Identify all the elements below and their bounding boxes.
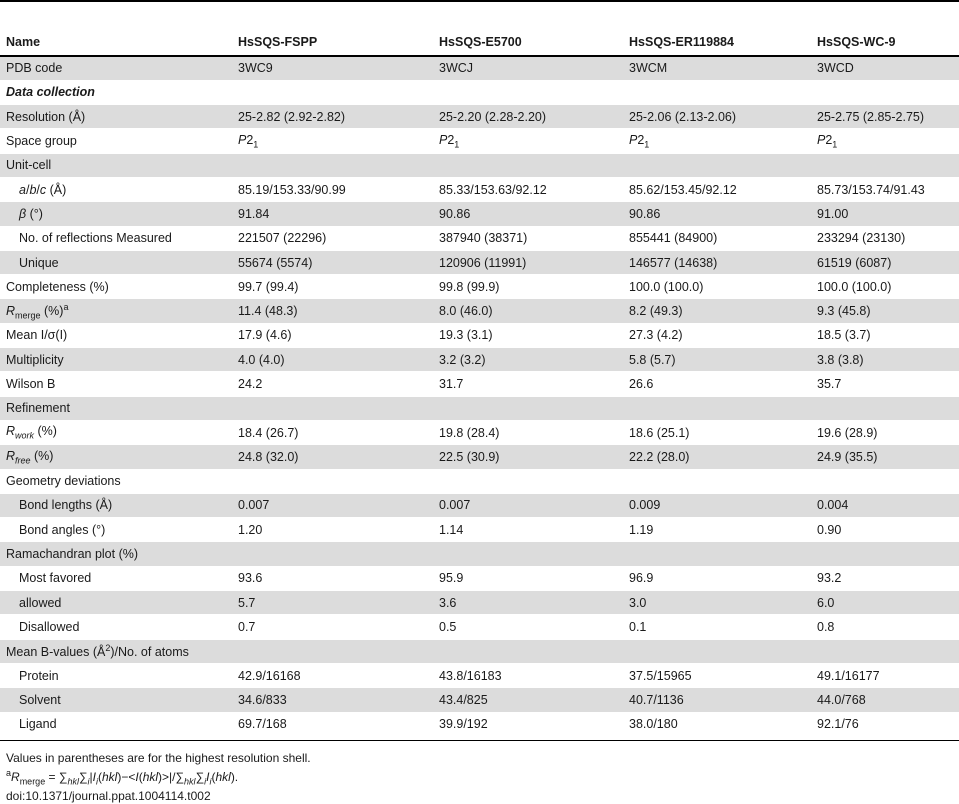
table-row bbox=[0, 105, 959, 129]
table-row bbox=[0, 542, 959, 566]
row-value bbox=[811, 639, 959, 663]
row-value: 387940 (38371) bbox=[433, 226, 623, 250]
row-value: 3.2 (3.2) bbox=[433, 348, 623, 372]
table-row bbox=[0, 712, 959, 736]
row-label: $R_{work}$ (%) bbox=[0, 420, 232, 444]
footnote-doi: doi:10.1371/journal.ppat.1004114.t002 bbox=[6, 789, 211, 804]
row-value bbox=[811, 153, 959, 177]
top-rule bbox=[0, 0, 959, 2]
row-value: 27.3 (4.2) bbox=[623, 323, 811, 347]
row-value bbox=[433, 80, 623, 104]
row-value: 0.8 bbox=[811, 615, 959, 639]
row-value bbox=[433, 153, 623, 177]
row-value: 3WC9 bbox=[232, 56, 433, 80]
row-value bbox=[232, 639, 433, 663]
header-name: Name bbox=[0, 29, 232, 56]
table-row bbox=[0, 348, 959, 372]
table-row bbox=[0, 202, 959, 226]
row-value: 93.6 bbox=[232, 566, 433, 590]
table-row bbox=[0, 420, 959, 444]
row-value: 0.007 bbox=[232, 493, 433, 517]
row-value bbox=[232, 153, 433, 177]
table-row bbox=[0, 688, 959, 712]
table-row bbox=[0, 591, 959, 615]
row-value: 19.3 (3.1) bbox=[433, 323, 623, 347]
row-value: 9.3 (45.8) bbox=[811, 299, 959, 323]
row-value: 24.2 bbox=[232, 372, 433, 396]
row-label: Solvent bbox=[0, 688, 232, 712]
row-label: Protein bbox=[0, 663, 232, 687]
row-label: Wilson B bbox=[0, 372, 232, 396]
header-col-1: HsSQS-FSPP bbox=[232, 29, 433, 56]
row-label: Geometry deviations bbox=[0, 469, 232, 493]
row-value bbox=[433, 396, 623, 420]
header-col-3: HsSQS-ER119884 bbox=[623, 29, 811, 56]
row-label: Completeness (%) bbox=[0, 275, 232, 299]
row-value: 0.009 bbox=[623, 493, 811, 517]
row-value: 42.9/16168 bbox=[232, 663, 433, 687]
bottom-rule bbox=[0, 740, 959, 741]
row-value: 18.5 (3.7) bbox=[811, 323, 959, 347]
row-value: 3WCM bbox=[623, 56, 811, 80]
row-value: 233294 (23130) bbox=[811, 226, 959, 250]
row-value: 85.73/153.74/91.43 bbox=[811, 177, 959, 201]
row-value: 25-2.82 (2.92-2.82) bbox=[232, 105, 433, 129]
row-value: 100.0 (100.0) bbox=[811, 275, 959, 299]
row-value: 40.7/1136 bbox=[623, 688, 811, 712]
row-value: 146577 (14638) bbox=[623, 250, 811, 274]
row-label: Data collection bbox=[0, 80, 232, 104]
table-row bbox=[0, 129, 959, 153]
row-value bbox=[811, 469, 959, 493]
table-row bbox=[0, 396, 959, 420]
row-value: 0.004 bbox=[811, 493, 959, 517]
row-value bbox=[623, 542, 811, 566]
row-label: Multiplicity bbox=[0, 348, 232, 372]
table-row bbox=[0, 445, 959, 469]
table-row bbox=[0, 153, 959, 177]
row-value: 3.6 bbox=[433, 591, 623, 615]
row-value bbox=[623, 639, 811, 663]
row-value: 1.20 bbox=[232, 518, 433, 542]
row-value bbox=[232, 396, 433, 420]
row-value: 5.7 bbox=[232, 591, 433, 615]
header-col-2: HsSQS-E5700 bbox=[433, 29, 623, 56]
row-value: 25-2.20 (2.28-2.20) bbox=[433, 105, 623, 129]
row-label: Resolution (Å) bbox=[0, 105, 232, 129]
row-value: 8.0 (46.0) bbox=[433, 299, 623, 323]
row-value: 85.62/153.45/92.12 bbox=[623, 177, 811, 201]
row-value bbox=[623, 469, 811, 493]
row-value: 99.7 (99.4) bbox=[232, 275, 433, 299]
row-value: 37.5/15965 bbox=[623, 663, 811, 687]
row-label: Space group bbox=[0, 129, 232, 153]
row-value: 61519 (6087) bbox=[811, 250, 959, 274]
row-value: 0.5 bbox=[433, 615, 623, 639]
row-value: 1.19 bbox=[623, 518, 811, 542]
row-value bbox=[623, 396, 811, 420]
row-value bbox=[623, 80, 811, 104]
row-value: $P2_1$ bbox=[811, 129, 959, 153]
row-value: 855441 (84900) bbox=[623, 226, 811, 250]
table-row bbox=[0, 663, 959, 687]
table-row bbox=[0, 615, 959, 639]
row-label: No. of reflections Measured bbox=[0, 226, 232, 250]
row-value: $P2_1$ bbox=[232, 129, 433, 153]
row-value: 22.5 (30.9) bbox=[433, 445, 623, 469]
footnote-rmerge: $^aR_{merge} = \sum_{hkl}\sum_i|I_i(hkl)-<I(hkl)>|/\sum_{hkl}\sum_iI_i(hkl)$. bbox=[6, 768, 239, 787]
row-value: 0.1 bbox=[623, 615, 811, 639]
row-value: 18.4 (26.7) bbox=[232, 420, 433, 444]
row-label: Most favored bbox=[0, 566, 232, 590]
header-col-4: HsSQS-WC-9 bbox=[811, 29, 959, 56]
row-label: $R_{merge}$ (%)$^a$ bbox=[0, 299, 232, 323]
row-value: 19.8 (28.4) bbox=[433, 420, 623, 444]
row-value: 3WCD bbox=[811, 56, 959, 80]
row-value: 22.2 (28.0) bbox=[623, 445, 811, 469]
row-value: 100.0 (100.0) bbox=[623, 275, 811, 299]
row-value: 19.6 (28.9) bbox=[811, 420, 959, 444]
row-value: $P2_1$ bbox=[623, 129, 811, 153]
row-value: 90.86 bbox=[433, 202, 623, 226]
row-label: Ligand bbox=[0, 712, 232, 736]
row-value: 93.2 bbox=[811, 566, 959, 590]
row-value: 69.7/168 bbox=[232, 712, 433, 736]
row-value bbox=[811, 80, 959, 104]
table-row bbox=[0, 493, 959, 517]
row-value: 85.33/153.63/92.12 bbox=[433, 177, 623, 201]
row-value bbox=[433, 469, 623, 493]
row-value: 92.1/76 bbox=[811, 712, 959, 736]
header-row bbox=[0, 29, 959, 56]
row-value bbox=[623, 153, 811, 177]
row-value: 0.007 bbox=[433, 493, 623, 517]
row-label: β (°) bbox=[0, 202, 232, 226]
row-value: 0.90 bbox=[811, 518, 959, 542]
row-value: 25-2.06 (2.13-2.06) bbox=[623, 105, 811, 129]
row-value: 90.86 bbox=[623, 202, 811, 226]
row-value: 34.6/833 bbox=[232, 688, 433, 712]
row-value: 85.19/153.33/90.99 bbox=[232, 177, 433, 201]
row-value: 95.9 bbox=[433, 566, 623, 590]
footnote-parentheses: Values in parentheses are for the highest resolution shell. bbox=[6, 751, 311, 765]
row-label: Bond angles (°) bbox=[0, 518, 232, 542]
table-row bbox=[0, 177, 959, 201]
row-value bbox=[433, 639, 623, 663]
row-label: a/b/c (Å) bbox=[0, 177, 232, 201]
row-value bbox=[433, 542, 623, 566]
row-value: 55674 (5574) bbox=[232, 250, 433, 274]
row-value: 31.7 bbox=[433, 372, 623, 396]
row-label: Mean B-values $(Å^2)/No$. of atoms bbox=[0, 639, 232, 663]
row-value: 43.8/16183 bbox=[433, 663, 623, 687]
row-value: 5.8 (5.7) bbox=[623, 348, 811, 372]
row-value: 96.9 bbox=[623, 566, 811, 590]
row-value: 25-2.75 (2.85-2.75) bbox=[811, 105, 959, 129]
table-row bbox=[0, 299, 959, 323]
row-value: 120906 (11991) bbox=[433, 250, 623, 274]
row-value: 38.0/180 bbox=[623, 712, 811, 736]
row-value bbox=[232, 469, 433, 493]
table-row bbox=[0, 226, 959, 250]
table-row bbox=[0, 56, 959, 80]
row-value: 39.9/192 bbox=[433, 712, 623, 736]
row-value: 91.84 bbox=[232, 202, 433, 226]
row-value bbox=[232, 542, 433, 566]
row-value: $P2_1$ bbox=[433, 129, 623, 153]
row-value: 26.6 bbox=[623, 372, 811, 396]
row-label: Ramachandran plot (%) bbox=[0, 542, 232, 566]
row-value: 0.7 bbox=[232, 615, 433, 639]
footnotes bbox=[6, 751, 311, 804]
row-value: 44.0/768 bbox=[811, 688, 959, 712]
row-value: 221507 (22296) bbox=[232, 226, 433, 250]
row-label: Bond lengths (Å) bbox=[0, 493, 232, 517]
row-label: allowed bbox=[0, 591, 232, 615]
row-value: 99.8 (99.9) bbox=[433, 275, 623, 299]
row-value: 6.0 bbox=[811, 591, 959, 615]
table-row bbox=[0, 639, 959, 663]
table-row bbox=[0, 566, 959, 590]
table-row bbox=[0, 518, 959, 542]
row-value: 3.0 bbox=[623, 591, 811, 615]
row-value: 17.9 (4.6) bbox=[232, 323, 433, 347]
row-label: $R_{free}$ (%) bbox=[0, 445, 232, 469]
row-value: 49.1/16177 bbox=[811, 663, 959, 687]
row-value bbox=[232, 80, 433, 104]
row-label: Unit-cell bbox=[0, 153, 232, 177]
row-value: 3WCJ bbox=[433, 56, 623, 80]
table-row bbox=[0, 372, 959, 396]
row-value: 8.2 (49.3) bbox=[623, 299, 811, 323]
row-label: PDB code bbox=[0, 56, 232, 80]
table-row bbox=[0, 323, 959, 347]
row-label: Disallowed bbox=[0, 615, 232, 639]
row-value: 43.4/825 bbox=[433, 688, 623, 712]
table-row bbox=[0, 275, 959, 299]
row-value: 24.9 (35.5) bbox=[811, 445, 959, 469]
row-label: Mean I/σ(I) bbox=[0, 323, 232, 347]
table-body bbox=[0, 56, 959, 736]
crystallography-table bbox=[0, 29, 959, 737]
row-value: 91.00 bbox=[811, 202, 959, 226]
row-value bbox=[811, 542, 959, 566]
table-row bbox=[0, 469, 959, 493]
row-label: Unique bbox=[0, 250, 232, 274]
table-row bbox=[0, 80, 959, 104]
row-value bbox=[811, 396, 959, 420]
row-value: 1.14 bbox=[433, 518, 623, 542]
row-value: 24.8 (32.0) bbox=[232, 445, 433, 469]
row-value: 3.8 (3.8) bbox=[811, 348, 959, 372]
row-value: 4.0 (4.0) bbox=[232, 348, 433, 372]
row-label: Refinement bbox=[0, 396, 232, 420]
row-value: 18.6 (25.1) bbox=[623, 420, 811, 444]
row-value: 35.7 bbox=[811, 372, 959, 396]
table-row bbox=[0, 250, 959, 274]
row-value: 11.4 (48.3) bbox=[232, 299, 433, 323]
